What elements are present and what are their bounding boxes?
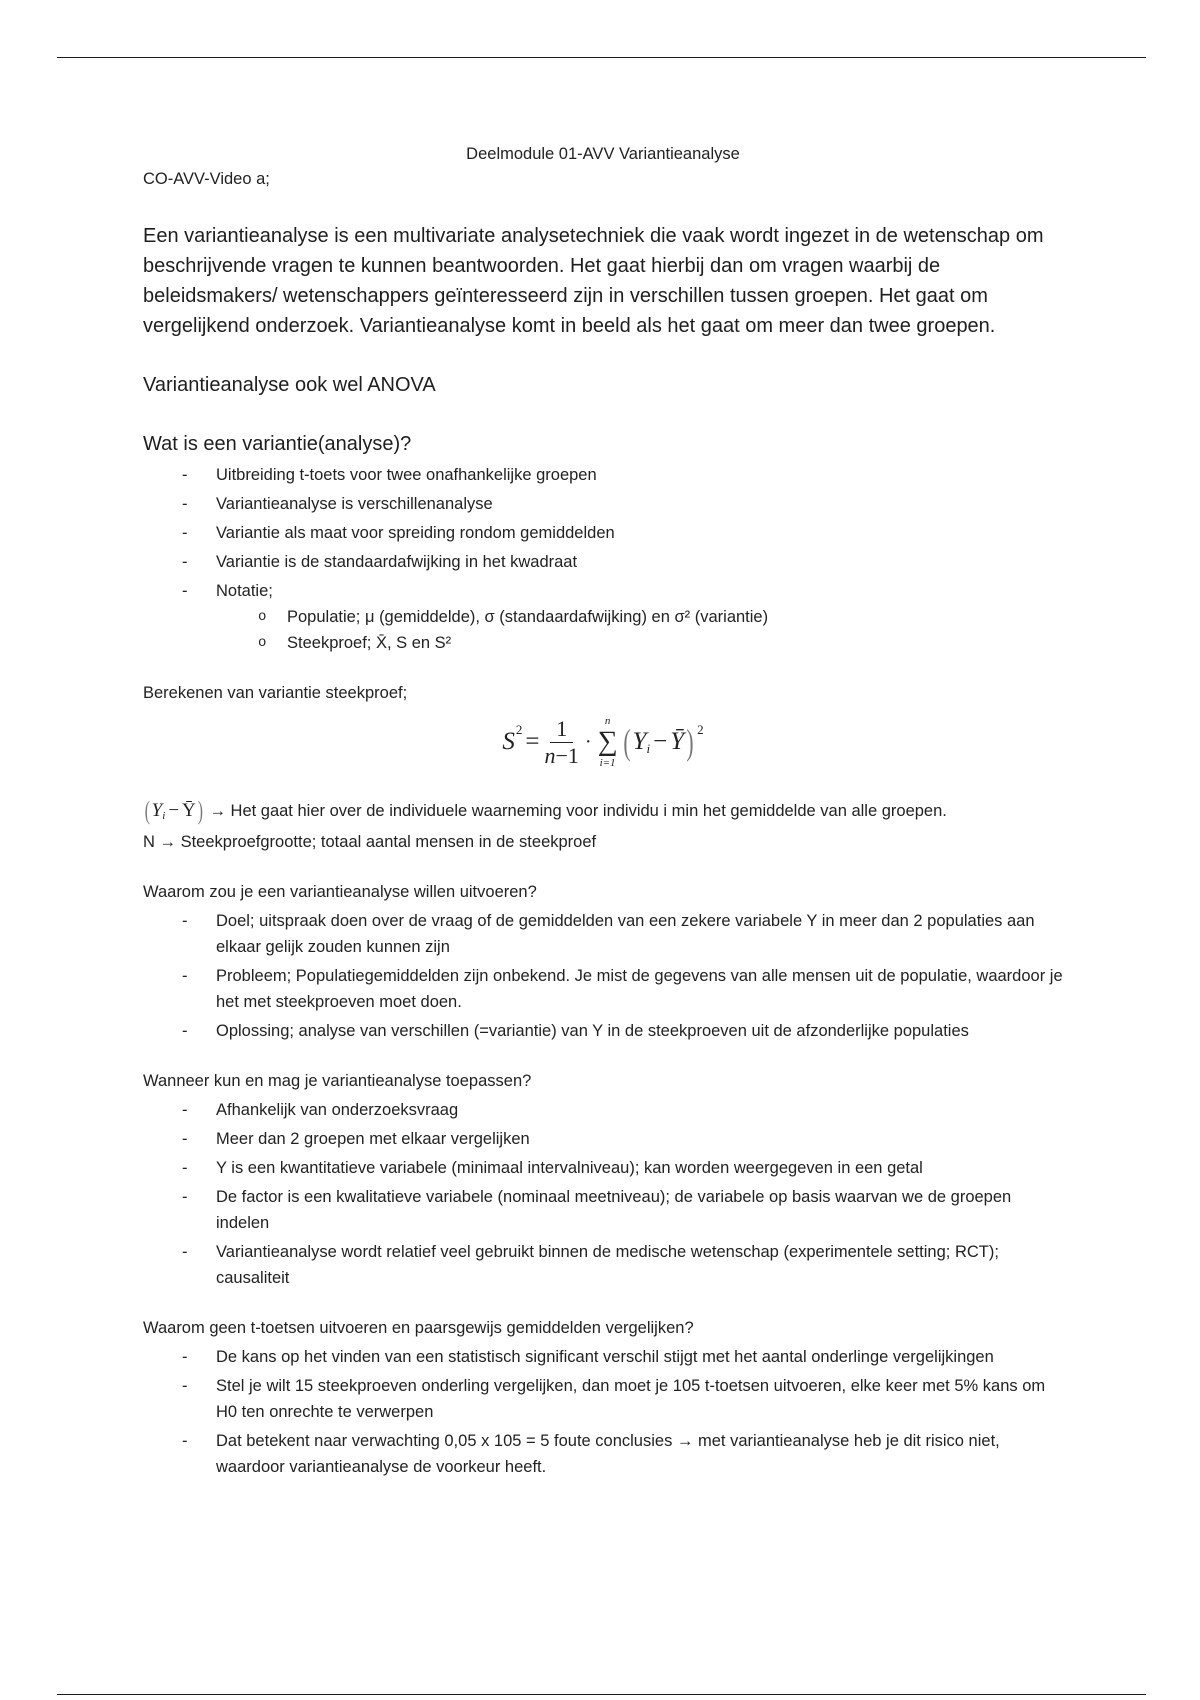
when-list <box>143 1097 1063 1291</box>
anova-line: Variantieanalyse ook wel ANOVA <box>143 374 436 396</box>
list-item-text: De kans op het vinden van een statistisch significant verschil stijgt met het aantal onderlinge vergelijkingen <box>216 1348 994 1366</box>
formula-y: Y <box>632 728 647 755</box>
variance-formula <box>143 710 1063 774</box>
list-item <box>182 1184 1063 1236</box>
bullet-marker: - <box>182 495 188 513</box>
list-item-text: Stel je wilt 15 steekproeven onderling vergelijken, dan moet je 105 t-toetsen uitvoeren, elke keer met 5% kans om H0 ten onrechte te verwerpen <box>216 1377 1046 1421</box>
list-item <box>182 908 1063 960</box>
bullet-marker: - <box>182 1432 188 1450</box>
formula-minus: − <box>653 728 668 755</box>
bullet-marker: - <box>182 1188 188 1206</box>
formula-fraction <box>545 716 579 769</box>
bullet-marker: - <box>182 1130 188 1148</box>
list-item-text: Variantieanalyse is verschillenanalyse <box>216 495 493 513</box>
term-y-bar: Ȳ <box>182 800 196 821</box>
list-item <box>182 1155 1063 1181</box>
formula-lhs: S <box>502 728 515 755</box>
formula-numerator: 1 <box>550 716 573 743</box>
document-title: Deelmodule 01-AVV Variantieanalyse <box>466 145 740 163</box>
calculation-label: Berekenen van variantie steekproef; <box>143 684 408 702</box>
sublist-item <box>258 604 1063 630</box>
bullet-marker: - <box>182 524 188 542</box>
why-not-ttests-list <box>143 1344 1063 1480</box>
list-item-text: Dat betekent naar verwachting 0,05 x 105 = 5 foute conclusies → met variantieanalyse heb je dit risico niet, waardoor variantieanalyse de voorkeur heeft. <box>216 1432 1000 1476</box>
list-item <box>182 520 1063 546</box>
list-item-text: De factor is een kwalitatieve variabele (nominaal meetniveau); de variabele op basis waarvan we de groepen indelen <box>216 1188 1012 1232</box>
term-y-subscript: i <box>162 810 166 822</box>
formula-denominator-rest: −1 <box>555 742 579 768</box>
term-y: Y <box>151 800 163 821</box>
formula-lhs-exponent: 2 <box>515 722 523 737</box>
formula-y-subscript: i <box>646 741 651 756</box>
intro-paragraph: Een variantieanalyse is een multivariate analysetechniek die vaak wordt ingezet in de wetenschap om beschrijvende vragen te kunnen beantwoorden. Het gaat hierbij dan om vragen waarbij de beleidsmakers/ wetenschappers geïnteresseerd zijn in verschillen tussen groepen. Het gaat om vergelijkend onderzoek. Variantieanalyse komt in beeld als het gaat om meer dan twee groepen. <box>143 225 1044 337</box>
list-item-text: Variantieanalyse wordt relatief veel gebruikt binnen de medische wetenschap (experimentele setting; RCT); causaliteit <box>216 1243 999 1287</box>
formula-denominator-var: n <box>544 742 556 768</box>
formula-denominator <box>545 743 579 769</box>
list-item-text: Uitbreiding t-toets voor twee onafhankelijke groepen <box>216 466 597 484</box>
header-rule <box>57 57 1146 58</box>
list-item <box>182 1344 1063 1370</box>
formula-y-bar: Ȳ <box>670 728 685 755</box>
list-item <box>182 1097 1063 1123</box>
bullet-marker: - <box>182 553 188 571</box>
sample-size-definition: N → Steekproefgrootte; totaal aantal mensen in de steekproef <box>143 833 597 851</box>
bullet-marker: - <box>182 1022 188 1040</box>
why-heading: Waarom zou je een variantieanalyse willen uitvoeren? <box>143 883 537 901</box>
bullet-marker: - <box>182 1243 188 1261</box>
list-item-text: Oplossing; analyse van verschillen (=variantie) van Y in de steekproeven uit de afzonderlijke populaties <box>216 1022 969 1040</box>
list-item <box>182 1126 1063 1152</box>
why-list <box>143 908 1063 1044</box>
formula-sum-lower: i=1 <box>599 756 616 769</box>
list-item-text: Y is een kwantitatieve variabele (minimaal intervalniveau); kan worden weergegeven in een getal <box>216 1159 923 1177</box>
list-item <box>182 462 1063 488</box>
list-item-text: Variantie is de standaardafwijking in het kwadraat <box>216 553 578 571</box>
formula-dot: · <box>584 730 592 753</box>
bullet-marker: - <box>182 1377 188 1395</box>
list-item-text: Probleem; Populatiegemiddelden zijn onbekend. Je mist de gegevens van alle mensen uit de populatie, waardoor je het met steekproeven moet doen. <box>216 967 1063 1011</box>
list-item-text: Afhankelijk van onderzoeksvraag <box>216 1101 459 1119</box>
deviation-definition-text: → Het gaat hier over de individuele waarneming voor individu i min het gemiddelde van alle groepen. <box>209 802 947 820</box>
what-is-list <box>143 462 1063 656</box>
video-reference: CO-AVV-Video a; <box>143 170 270 188</box>
formula-sum-upper: n <box>604 714 611 727</box>
when-heading: Wanneer kun en mag je variantieanalyse toepassen? <box>143 1072 532 1090</box>
list-item <box>182 963 1063 1015</box>
bullet-marker: - <box>182 1101 188 1119</box>
what-is-heading: Wat is een variantie(analyse)? <box>143 433 412 455</box>
deviation-term <box>143 796 204 826</box>
list-item-text: Notatie; <box>216 582 273 600</box>
bullet-marker: - <box>182 1159 188 1177</box>
list-item-text: Meer dan 2 groepen met elkaar vergelijken <box>216 1130 530 1148</box>
notation-population: Populatie; μ (gemiddelde), σ (standaardafwijking) en σ² (variantie) <box>287 608 769 626</box>
bullet-marker: - <box>182 1348 188 1366</box>
document-body <box>143 142 1063 1480</box>
term-open-paren: ( <box>144 796 150 825</box>
bullet-marker: - <box>182 466 188 484</box>
footer-rule <box>57 1694 1146 1695</box>
list-item-text: Doel; uitspraak doen over de vraag of de gemiddelden van een zekere variabele Y in meer dan 2 populaties aan elkaar gelijk zouden kunnen zijn <box>216 912 1035 956</box>
term-close-paren: ) <box>197 796 203 825</box>
formula-exponent: 2 <box>697 722 704 737</box>
deviation-definition <box>143 796 1063 826</box>
list-item <box>182 549 1063 575</box>
list-item-notation <box>182 578 1063 656</box>
sub-bullet-marker: o <box>258 609 267 625</box>
list-item <box>182 1428 1063 1480</box>
sigma-sum-icon: ∑ <box>597 725 618 757</box>
formula-equals: = <box>525 728 540 755</box>
bullet-marker: - <box>182 912 188 930</box>
term-minus: − <box>168 800 180 821</box>
formula-close-paren: ) <box>686 722 694 762</box>
list-item-text: Variantie als maat voor spreiding rondom gemiddelden <box>216 524 615 542</box>
bullet-marker: - <box>182 967 188 985</box>
notation-sample: Steekproef; X̄, S en S² <box>287 634 452 652</box>
bullet-marker: - <box>182 582 188 600</box>
list-item <box>182 1239 1063 1291</box>
formula-summation <box>598 716 618 769</box>
list-item <box>182 491 1063 517</box>
sub-bullet-marker: o <box>258 635 267 651</box>
formula-open-paren: ( <box>622 722 631 762</box>
sublist-item <box>258 630 1063 656</box>
notation-sublist <box>216 604 1063 656</box>
list-item <box>182 1373 1063 1425</box>
list-item <box>182 1018 1063 1044</box>
why-not-ttests-heading: Waarom geen t-toetsen uitvoeren en paarsgewijs gemiddelden vergelijken? <box>143 1319 694 1337</box>
